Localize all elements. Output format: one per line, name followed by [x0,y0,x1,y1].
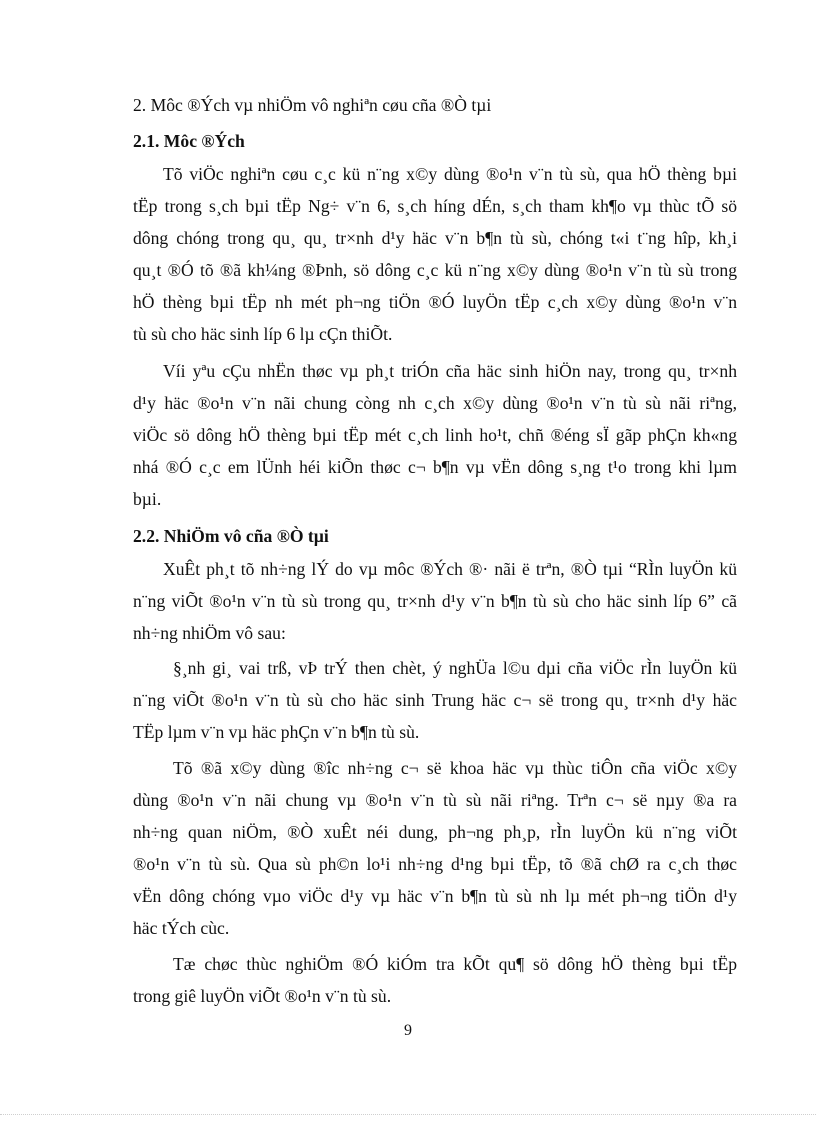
paragraph-line: qu¸t ®Ó tõ ®ã kh¼ng ®Þnh, sö dông c¸c kü n¨ng x©y dùng ®o¹n v¨n tù sù trong [133,260,737,280]
page-bottom-divider [0,1114,816,1115]
paragraph-line: ®o¹n v¨n tù sù. Qua sù ph©n lo¹i nh÷ng d¹ng bµi tËp, tõ ®ã chØ ra c¸ch thøc [133,854,737,874]
paragraph-line: n¨ng viÕt ®o¹n v¨n tù sù cho häc sinh Trung häc c¬ së trong qu¸ tr×nh d¹y häc [133,690,737,710]
section-heading-purpose: 2.1. Môc ®Ých [133,131,245,151]
paragraph-line: dùng ®o¹n v¨n nãi chung vµ ®o¹n v¨n tù sù nãi riªng. Trªn c¬ së nµy ®a ra [133,790,737,810]
paragraph-line: Víi yªu cÇu nhËn thøc vµ ph¸t triÓn cña häc sinh hiÖn nay, trong qu¸ tr×nh [163,361,737,381]
paragraph-line: viÖc sö dông hÖ thèng bµi tËp mét c¸ch linh ho¹t, chñ ®éng sÏ gãp phÇn kh«ng [133,425,737,445]
paragraph-line: Tõ viÖc nghiªn cøu c¸c kü n¨ng x©y dùng ®o¹n v¨n tù sù, qua hÖ thèng bµi [163,164,737,184]
paragraph-line: §¸nh gi¸ vai trß, vÞ trÝ then chèt, ý nghÜa l©u dµi cña viÖc rÌn luyÖn kü [173,658,737,678]
paragraph-line: vËn dông chóng vµo viÖc d¹y vµ häc v¨n b¶n tù sù nh lµ mét ph¬ng tiÖn d¹y [133,886,737,906]
paragraph-line: TËp lµm v¨n vµ häc phÇn v¨n b¶n tù sù. [133,722,420,742]
paragraph-line: dông chóng trong qu¸ qu¸ tr×nh d¹y häc v¨n b¶n tù sù, chóng t«i t¨ng hîp, kh¸i [133,228,737,248]
paragraph-line: häc tÝch cùc. [133,918,230,938]
paragraph-line: hÖ thèng bµi tËp nh mét ph¬ng tiÖn ®Ó luyÖn tËp c¸ch x©y dùng ®o¹n v¨n [133,292,737,312]
paragraph-line: tù sù cho häc sinh líp 6 lµ cÇn thiÕt. [133,324,393,344]
section-heading-tasks: 2.2. NhiÖm vô cña ®Ò tµi [133,526,329,546]
paragraph-line: d¹y häc ®o¹n v¨n nãi chung còng nh c¸ch x©y dùng ®o¹n v¨n tù sù nãi riªng, [133,393,737,413]
paragraph-line: bµi. [133,489,162,509]
paragraph-line: nhá ®Ó c¸c em lÜnh héi kiÕn thøc c¬ b¶n vµ vËn dông s¸ng t¹o trong khi lµm [133,457,737,477]
page-number: 9 [404,1022,412,1039]
paragraph-line: XuÊt ph¸t tõ nh÷ng lÝ do vµ môc ®Ých ®· nãi ë trªn, ®Ò tµi “RÌn luyÖn kü [163,559,737,579]
paragraph-line: n¨ng viÕt ®o¹n v¨n tù sù trong qu¸ tr×nh d¹y v¨n b¶n tù sù cho häc sinh líp 6” cã [133,591,737,611]
main-heading: 2. Môc ®Ých vµ nhiÖm vô nghiªn cøu cña ®Ò tµi [133,95,492,115]
paragraph-line: nh÷ng quan niÖm, ®Ò xuÊt néi dung, ph¬ng ph¸p, rÌn luyÖn kü n¨ng viÕt [133,822,737,842]
paragraph-line: trong giê luyÖn viÕt ®o¹n v¨n tù sù. [133,986,392,1006]
paragraph-line: Tæ chøc thùc nghiÖm ®Ó kiÓm tra kÕt qu¶ sö dông hÖ thèng bµi tËp [173,954,737,974]
paragraph-line: nh÷ng nhiÖm vô sau: [133,623,286,643]
paragraph-line: tËp trong s¸ch bµi tËp Ng÷ v¨n 6, s¸ch híng dÉn, s¸ch tham kh¶o vµ thùc tÕ sö [133,196,737,216]
paragraph-line: Tõ ®ã x©y dùng ®îc nh÷ng c¬ së khoa häc vµ thùc tiÔn cña viÖc x©y [173,758,737,778]
